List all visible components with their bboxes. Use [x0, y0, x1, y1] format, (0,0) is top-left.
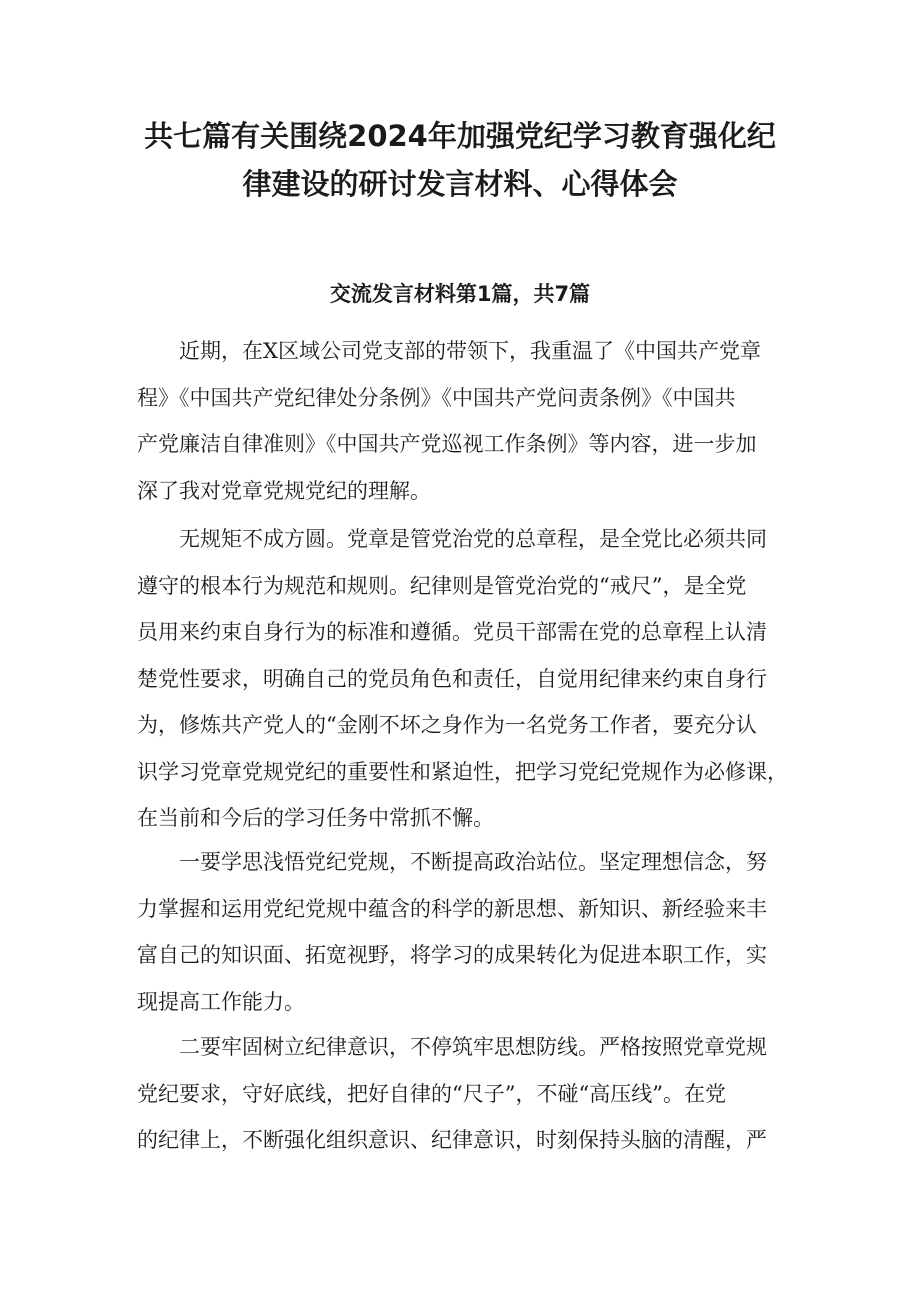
paragraph-line: 程》《中国共产党纪律处分条例》《中国共产党问责条例》《中国共	[137, 385, 736, 410]
paragraph-4	[137, 1024, 797, 1164]
paragraph-line: 深了我对党章党规党纪的理解。	[137, 478, 431, 503]
paragraph-line: 现提高工作能力。	[137, 989, 305, 1014]
paragraph-line: 在当前和今后的学习任务中常抓不懈。	[137, 806, 494, 830]
paragraph-1	[137, 328, 797, 514]
paragraph-line: 一要学思浅悟党纪党规，不断提高政治站位。坚定理想信念，努	[137, 850, 767, 874]
paragraph-line: 遵守的根本行为规范和规则。纪律则是管党治党的“戒尺”，是全党	[137, 573, 747, 598]
paragraph-line: 近期，在X区域公司党支部的带领下，我重温了《中国共产党章	[137, 339, 761, 363]
paragraph-line: 力掌握和运用党纪党规中蕴含的科学的新思想、新知识、新经验来丰	[137, 896, 767, 921]
paragraph-line: 党纪要求，守好底线，把好自律的“尺子”，不碰“高压线”。在党	[137, 1081, 726, 1106]
paragraph-line: 无规矩不成方圆。党章是管党治党的总章程，是全党比必须共同	[137, 527, 767, 551]
title-line: 律建设的研讨发言材料、心得体会	[242, 167, 678, 201]
paragraph-line: 富自己的知识面、拓宽视野，将学习的成果转化为促进本职工作，实	[137, 943, 767, 967]
paragraph-2	[137, 516, 797, 842]
paragraph-line: 产党廉洁自律准则》《中国共产党巡视工作条例》等内容，进一步加	[137, 432, 757, 456]
section-heading: 交流发言材料第1篇，共7篇	[329, 282, 591, 306]
paragraph-line: 为，修炼共产党人的“金刚不坏之身作为一名党务工作者，要充分认	[137, 713, 757, 737]
paragraph-line: 二要牢固树立纪律意识，不停筑牢思想防线。严格按照党章党规	[137, 1035, 767, 1059]
title-line: 共七篇有关围绕2024年加强党纪学习教育强化纪	[144, 119, 776, 153]
paragraph-line: 识学习党章党规党纪的重要性和紧迫性，把学习党纪党规作为必修课，	[137, 759, 788, 784]
document-title	[130, 112, 790, 208]
paragraph-3	[137, 839, 797, 1025]
paragraph-line: 楚党性要求，明确自己的党员角色和责任，自觉用纪律来约束自身行	[137, 666, 767, 691]
paragraph-line: 员用来约束自身行为的标准和遵循。党员干部需在党的总章程上认清	[137, 620, 767, 644]
paragraph-line: 的纪律上，不断强化组织意识、纪律意识，时刻保持头脑的清醒，严	[137, 1128, 767, 1152]
